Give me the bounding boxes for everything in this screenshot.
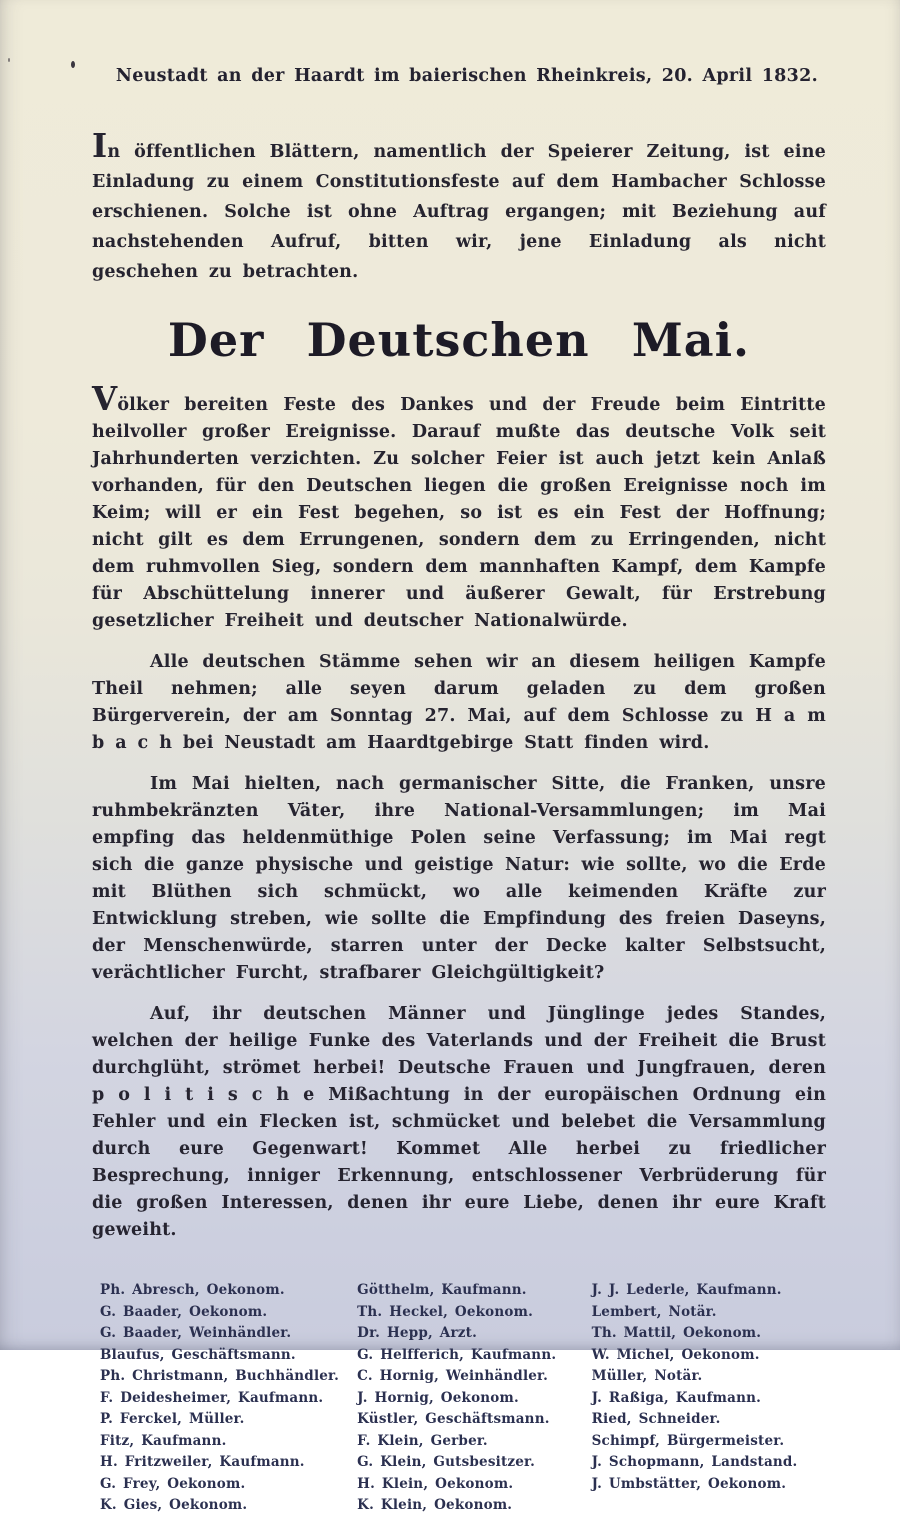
signature-entry: J. Umbstätter, Oekonom.	[591, 1475, 787, 1492]
document-body	[92, 127, 826, 1517]
paragraph: Im Mai hielten, nach germanischer Sitte, die Franken, unsre ruhmbekränzten Väter, ihre National-Versammlungen; im Mai empfing das heldenmüthige Polen seine Verfassung; im Mai regt sich die ganze physische und geistige Natur: wie sollte, wo die Erde mit Blüthen sich schmückt, wo alle keimenden Kräfte zur Entwicklung streben, wie sollte die Empfindung des freien Daseyns, der Menschenwürde, starren unter der Decke kalter Selbstsucht, verächtlicher Furcht, strafbarer Gleichgültigkeit?	[92, 774, 826, 983]
signature-entry: Dr. Hepp, Arzt.	[357, 1325, 477, 1341]
signature-entry: F. Deidesheimer, Kaufmann.	[100, 1389, 324, 1406]
signature-entry: J. Schopmann, Landstand.	[591, 1454, 798, 1470]
signature-entry: H. Fritzweiler, Kaufmann.	[100, 1454, 305, 1470]
signature-entry: Küstler, Geschäftsmann.	[357, 1411, 550, 1427]
signature-entry: K. Gies, Oekonom.	[100, 1497, 248, 1513]
signature-entry: G. Klein, Gutsbesitzer.	[357, 1454, 536, 1470]
signature-entry: Fitz, Kaufmann.	[100, 1432, 227, 1449]
signature-column-3	[592, 1280, 826, 1517]
signature-entry: J. J. Lederle, Kaufmann.	[591, 1282, 782, 1298]
signature-entry: G. Baader, Oekonom.	[100, 1303, 268, 1320]
intro-paragraph: In öffentlichen Blättern, namentlich der Speierer Zeitung, ist eine Einladung zu einem Constitutionsfeste auf dem Hambacher Schlosse erschienen. Solche ist ohne Auftrag ergangen; mit Beziehung auf nachstehenden Aufruf, bitten wir, jene Einladung als nicht geschehen zu betrachten.	[92, 127, 826, 282]
signature-entry: J. Raßiga, Kaufmann.	[591, 1389, 762, 1406]
page-title: Der Deutschen Mai.	[167, 313, 751, 367]
signature-list	[100, 1280, 826, 1517]
signature-column-1	[100, 1280, 357, 1517]
signature-entry: H. Klein, Oekonom.	[357, 1475, 514, 1492]
signature-entry: Ph. Abresch, Oekonom.	[100, 1282, 285, 1298]
signature-entry: Ph. Christmann, Buchhändler.	[100, 1368, 340, 1384]
signature-entry: Th. Mattil, Oekonom.	[591, 1325, 762, 1341]
signature-entry: C. Hornig, Weinhändler.	[357, 1368, 549, 1384]
signature-entry: P. Ferckel, Müller.	[100, 1411, 245, 1427]
paragraph: Alle deutschen Stämme sehen wir an diesem heiligen Kampfe Theil nehmen; alle seyen darum geladen zu dem großen Bürgerverein, der am Sonntag 27. Mai, auf dem Schlosse zu H a m b a c h bei Neustadt am Haardtgebirge Statt finden wird.	[92, 652, 826, 753]
signature-entry: G. Frey, Oekonom.	[100, 1475, 246, 1492]
signature-entry: Th. Heckel, Oekonom.	[357, 1303, 533, 1320]
paragraph: Völker bereiten Feste des Dankes und der Freude beim Eintritte heilvoller großer Ereignisse. Darauf mußte das deutsche Volk seit Jahrhunderten verzichten. Zu solcher Feier ist auch jetzt kein Anlaß vorhanden, für den Deutschen liegen die großen Ereignisse noch im Keim; will er ein Fest begehen, so ist es ein Fest der Hoffnung; nicht gilt es dem Errungenen, sondern dem zu Erringenden, nicht dem ruhmvollen Sieg, sondern dem mannhaften Kampf, dem Kampfe für Abschüttelung innerer und äußerer Gewalt, für Erstrebung gesetzlicher Freiheit und deutscher Nationalwürde.	[92, 380, 826, 631]
signature-entry: Götthelm, Kaufmann.	[357, 1282, 527, 1298]
paragraph: Auf, ihr deutschen Männer und Jünglinge jedes Standes, welchen der heilige Funke des Vaterlands und der Freiheit die Brust durchglüht, strömet herbei! Deutsche Frauen und Jungfrauen, deren p o l i t i s c h e Mißachtung in der europäischen Ordnung ein Fehler und ein Flecken ist, schmücket und belebet die Versammlung durch eure Gegenwart! Kommet Alle herbei zu friedlicher Besprechung, inniger Erkennung, entschlossener Verbrüderung für die großen Interessen, denen ihr eure Liebe, denen ihr eure Kraft geweiht.	[92, 1004, 826, 1240]
signature-entry: F. Klein, Gerber.	[357, 1432, 488, 1449]
signature-entry: K. Klein, Oekonom.	[357, 1497, 513, 1513]
signature-entry: Schimpf, Bürgermeister.	[591, 1432, 785, 1449]
signature-entry: G. Baader, Weinhändler.	[100, 1325, 292, 1341]
dateline: Neustadt an der Haardt im baierischen Rheinkreis, 20. April 1832.	[115, 66, 818, 86]
signature-entry: G. Helfferich, Kaufmann.	[357, 1346, 557, 1363]
signature-entry: Müller, Notär.	[591, 1368, 703, 1384]
signature-entry: J. Hornig, Oekonom.	[357, 1389, 519, 1406]
signature-entry: Lembert, Notär.	[591, 1303, 717, 1320]
signature-entry: W. Michel, Oekonom.	[591, 1346, 760, 1363]
paper-speck	[8, 58, 10, 62]
signature-entry: Ried, Schneider.	[591, 1411, 721, 1427]
signature-column-2	[357, 1280, 591, 1517]
signature-entry: Blaufus, Geschäftsmann.	[100, 1346, 296, 1363]
